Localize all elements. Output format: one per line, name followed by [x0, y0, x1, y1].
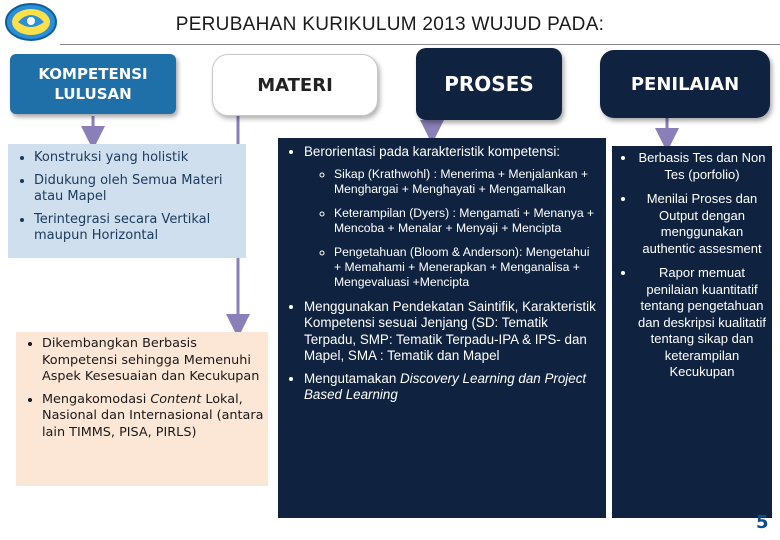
item-prefix: Mengakomodasi: [42, 391, 147, 407]
proses-item-1: Berorientasi pada karakteristik kompetensi:: [304, 144, 561, 159]
list-item: • Dikembangkan Berbasis Kompetensi sehingga Memenuhi Aspek Kesesuaian dan Kecukupan: [42, 336, 264, 386]
list-item: • Konstruksi yang holistik: [34, 150, 242, 167]
list-item: • Menilai Proses dan Output dengan menggunakan authentic assesment: [636, 191, 768, 257]
proses-box: [278, 138, 606, 518]
sub-list-item: ◦ Keterampilan (Dyers) : Mengamati + Menanya + Mencoba + Menalar + Menyaji + Mencipta: [334, 206, 598, 236]
materi-box: [16, 332, 268, 486]
item-italic: Content: [150, 391, 202, 407]
item-italic: Discovery Learning dan Project Based Learning: [304, 370, 587, 402]
header-kompetensi-lulusan: KOMPETENSI LULUSAN: [10, 54, 176, 114]
page-number: 5: [756, 512, 769, 533]
header-proses: PROSES: [416, 48, 562, 120]
sub-list-item: ◦ Pengetahuan (Bloom & Anderson): Mengetahui + Memahami + Menerapkan + Menganalisa + Mengevaluasi +Mencipta: [334, 245, 598, 290]
penilaian-box: [612, 146, 772, 518]
list-item: [304, 144, 598, 290]
item-prefix: Mengutamakan: [304, 370, 397, 386]
item-rest: Lokal, Nasional dan Internasional (antara lain TIMMS, PISA, PIRLS): [42, 391, 264, 440]
list-item: • Rapor memuat penilaian kuantitatif tentang pengetahuan dan deskripsi kualitatif tentang sikap dan keterampilan Kecukupan: [636, 265, 768, 381]
list-item: • Terintegrasi secara Vertikal maupun Horizontal: [34, 212, 242, 245]
page-title: PERUBAHAN KURIKULUM 2013 WUJUD PADA:: [175, 14, 605, 35]
list-item: [304, 371, 598, 404]
sub-list-item: ◦ Sikap (Krathwohl) : Menerima + Menjalankan + Menghargai + Menghayati + Mengamalkan: [334, 167, 598, 197]
list-item: [42, 392, 264, 442]
list-item: • Menggunakan Pendekatan Saintifik, Karakteristik Kompetensi sesuai Jenjang (SD: Tematik Terpadu, SMP: Tematik Terpadu-IPA & IPS- dan Mapel, SMA : Tematik dan Mapel: [304, 299, 598, 365]
list-item: • Berbasis Tes dan Non Tes (porfolio): [636, 150, 768, 183]
header-materi: MATERI: [212, 54, 378, 116]
header-penilaian: PENILAIAN: [600, 50, 770, 118]
list-item: • Didukung oleh Semua Materi atau Mapel: [34, 173, 242, 206]
kompetensi-lulusan-box: [8, 144, 246, 258]
